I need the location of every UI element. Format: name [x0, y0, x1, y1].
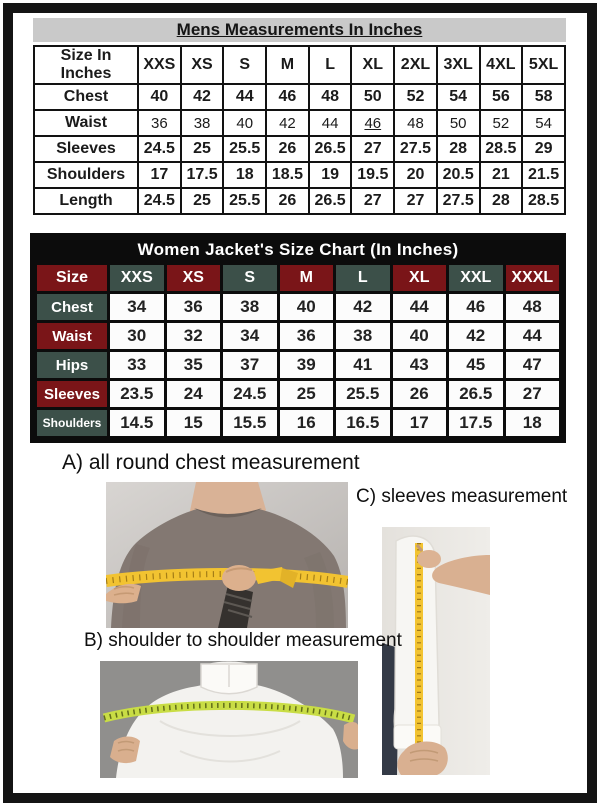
- header-row: [34, 46, 565, 84]
- size-value-cell: 33: [110, 352, 164, 378]
- size-value-cell: 17: [138, 162, 181, 188]
- table-row-chest: [37, 294, 559, 320]
- size-value-cell: 25: [181, 136, 224, 162]
- size-value-cell: 19.5: [351, 162, 394, 188]
- size-value-cell: 48: [394, 110, 437, 136]
- size-value-cell: 27: [394, 188, 437, 214]
- size-value-cell: 46: [266, 84, 309, 110]
- size-value-cell: 26.5: [309, 136, 352, 162]
- size-value-cell: 18.5: [266, 162, 309, 188]
- size-value-cell: 27.5: [394, 136, 437, 162]
- table-row-sleeves: [34, 136, 565, 162]
- size-value-cell: 21: [480, 162, 523, 188]
- size-value-cell: 17.5: [181, 162, 224, 188]
- caption-sleeves-measurement: C) sleeves measurement: [356, 486, 568, 507]
- size-value-cell: 38: [223, 294, 277, 320]
- photo-chest-measurement: [106, 482, 348, 628]
- size-value-cell: 52: [394, 84, 437, 110]
- womens-table-title: Women Jacket's Size Chart (In Inches): [137, 240, 459, 259]
- row-label: Chest: [34, 84, 138, 110]
- row-label: Chest: [37, 294, 107, 320]
- womens-size-chart-section: [30, 233, 566, 443]
- size-value-cell: 15.5: [223, 410, 277, 436]
- column-header-size-in-inches: Size In Inches: [34, 46, 138, 84]
- size-value-cell: 35: [167, 352, 221, 378]
- size-value-cell: 25: [280, 381, 334, 407]
- size-value-cell: 42: [266, 110, 309, 136]
- column-header-xl: XL: [351, 46, 394, 84]
- table-row-sleeves: [37, 381, 559, 407]
- size-value-cell: 42: [336, 294, 390, 320]
- size-value-cell: 50: [437, 110, 480, 136]
- size-value-cell: 40: [280, 294, 334, 320]
- size-value-cell: 56: [480, 84, 523, 110]
- size-value-cell: 24.5: [223, 381, 277, 407]
- row-label: Waist: [37, 323, 107, 349]
- size-value-cell: 54: [437, 84, 480, 110]
- size-value-cell: 28: [480, 188, 523, 214]
- table-row-shoulders: [37, 410, 559, 436]
- column-header-m: M: [280, 265, 334, 291]
- size-value-cell: 18: [223, 162, 266, 188]
- size-value-cell: 36: [280, 323, 334, 349]
- size-value-cell: 46: [449, 294, 503, 320]
- size-value-cell: 43: [393, 352, 447, 378]
- size-value-cell: 58: [522, 84, 565, 110]
- size-value-cell: 44: [309, 110, 352, 136]
- size-value-cell: 25.5: [223, 136, 266, 162]
- size-value-cell: 48: [506, 294, 560, 320]
- column-header-s: S: [223, 265, 277, 291]
- size-value-cell: 24.5: [138, 136, 181, 162]
- row-label: Length: [34, 188, 138, 214]
- size-value-cell: 26: [266, 188, 309, 214]
- row-label: Shoulders: [34, 162, 138, 188]
- size-value-cell: 45: [449, 352, 503, 378]
- column-header-l: L: [336, 265, 390, 291]
- size-value-cell: 28: [437, 136, 480, 162]
- size-value-cell: 44: [506, 323, 560, 349]
- row-label: Hips: [37, 352, 107, 378]
- caption-chest-measurement: A) all round chest measurement: [62, 451, 360, 474]
- size-value-cell: 25.5: [336, 381, 390, 407]
- size-value-cell: 30: [110, 323, 164, 349]
- size-value-cell: 27: [506, 381, 560, 407]
- mens-table-title-bar: [33, 18, 566, 42]
- hand: [417, 550, 441, 568]
- size-value-cell: 27.5: [437, 188, 480, 214]
- size-value-cell: 38: [336, 323, 390, 349]
- header-row: [37, 265, 559, 291]
- size-value-cell: 26: [266, 136, 309, 162]
- table-row-shoulders: [34, 162, 565, 188]
- column-header-xxxl: XXXL: [506, 265, 560, 291]
- size-value-cell: 42: [181, 84, 224, 110]
- column-header-4xl: 4XL: [480, 46, 523, 84]
- row-label: Shoulders: [37, 410, 107, 436]
- row-label: Sleeves: [34, 136, 138, 162]
- size-value-cell: 26.5: [309, 188, 352, 214]
- size-value-cell: 34: [223, 323, 277, 349]
- table-row-chest: [34, 84, 565, 110]
- size-value-cell: 36: [167, 294, 221, 320]
- size-value-cell: 20.5: [437, 162, 480, 188]
- table-row-length: [34, 188, 565, 214]
- column-header-5xl: 5XL: [522, 46, 565, 84]
- size-value-cell: 47: [506, 352, 560, 378]
- size-value-cell: 52: [480, 110, 523, 136]
- size-value-cell: 54: [522, 110, 565, 136]
- table-row-hips: [37, 352, 559, 378]
- column-header-size: Size: [37, 265, 107, 291]
- size-value-cell: 37: [223, 352, 277, 378]
- size-value-cell: 16.5: [336, 410, 390, 436]
- row-label: Sleeves: [37, 381, 107, 407]
- size-value-cell: 17: [393, 410, 447, 436]
- table-row-waist: [34, 110, 565, 136]
- size-value-cell: 36: [138, 110, 181, 136]
- size-value-cell: 17.5: [449, 410, 503, 436]
- size-value-cell: 23.5: [110, 381, 164, 407]
- size-value-cell: 26.5: [449, 381, 503, 407]
- mens-size-table: [33, 45, 566, 215]
- size-value-cell: 44: [393, 294, 447, 320]
- photo-shoulder-measurement: [100, 661, 358, 778]
- column-header-m: M: [266, 46, 309, 84]
- size-value-cell: 24.5: [138, 188, 181, 214]
- column-header-xxl: XXL: [449, 265, 503, 291]
- column-header-2xl: 2XL: [394, 46, 437, 84]
- size-value-cell: 41: [336, 352, 390, 378]
- table-row-waist: [37, 323, 559, 349]
- mens-table-title: Mens Measurements In Inches: [176, 20, 423, 39]
- column-header-xs: XS: [167, 265, 221, 291]
- size-value-cell: 29: [522, 136, 565, 162]
- size-value-cell: 46: [351, 110, 394, 136]
- column-header-l: L: [309, 46, 352, 84]
- size-value-cell: 50: [351, 84, 394, 110]
- column-header-xxs: XXS: [138, 46, 181, 84]
- size-value-cell: 26: [393, 381, 447, 407]
- size-value-cell: 48: [309, 84, 352, 110]
- size-value-cell: 25.5: [223, 188, 266, 214]
- size-value-cell: 20: [394, 162, 437, 188]
- size-value-cell: 14.5: [110, 410, 164, 436]
- column-header-xl: XL: [393, 265, 447, 291]
- size-value-cell: 28.5: [522, 188, 565, 214]
- size-value-cell: 19: [309, 162, 352, 188]
- size-value-cell: 42: [449, 323, 503, 349]
- size-value-cell: 18: [506, 410, 560, 436]
- column-header-xxs: XXS: [110, 265, 164, 291]
- size-value-cell: 38: [181, 110, 224, 136]
- mens-size-chart-section: [33, 18, 566, 215]
- size-value-cell: 44: [223, 84, 266, 110]
- size-value-cell: 34: [110, 294, 164, 320]
- size-value-cell: 16: [280, 410, 334, 436]
- size-value-cell: 40: [393, 323, 447, 349]
- size-value-cell: 28.5: [480, 136, 523, 162]
- size-value-cell: 40: [138, 84, 181, 110]
- size-value-cell: 27: [351, 136, 394, 162]
- size-value-cell: 27: [351, 188, 394, 214]
- size-value-cell: 32: [167, 323, 221, 349]
- column-header-3xl: 3XL: [437, 46, 480, 84]
- size-value-cell: 15: [167, 410, 221, 436]
- womens-size-table: [34, 262, 562, 439]
- size-value-cell: 24: [167, 381, 221, 407]
- size-value-cell: 39: [280, 352, 334, 378]
- caption-shoulder-measurement: B) shoulder to shoulder measurement: [84, 630, 402, 651]
- size-value-cell: 21.5: [522, 162, 565, 188]
- column-header-s: S: [223, 46, 266, 84]
- size-value-cell: 25: [181, 188, 224, 214]
- row-label: Waist: [34, 110, 138, 136]
- column-header-xs: XS: [181, 46, 224, 84]
- size-value-cell: 40: [223, 110, 266, 136]
